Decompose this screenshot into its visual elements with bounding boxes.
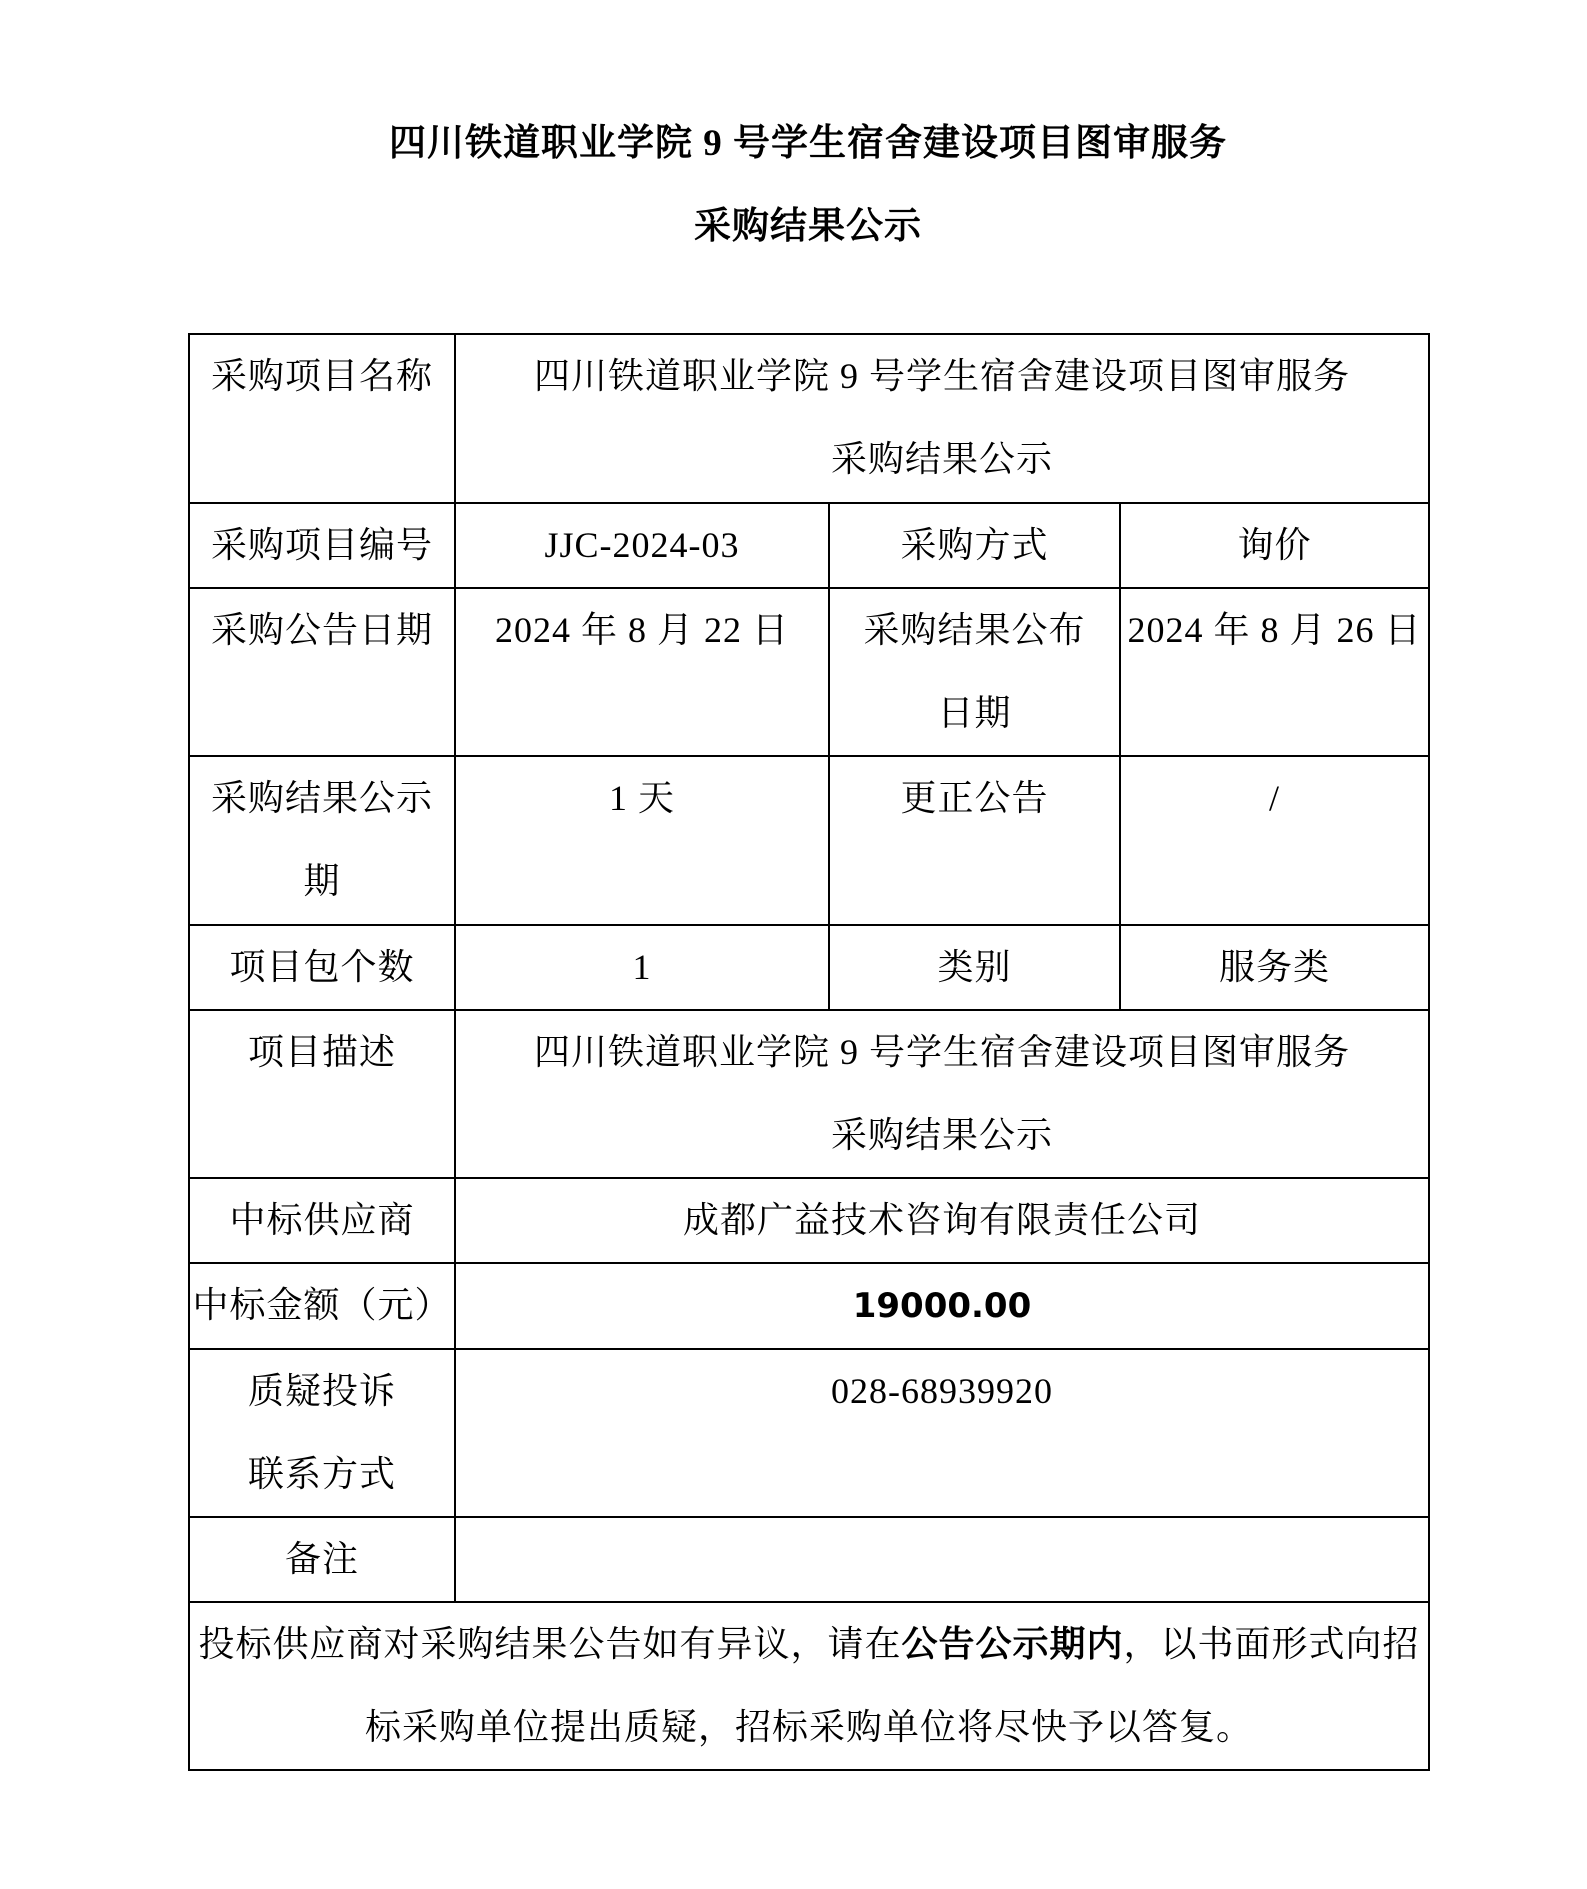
complaint-contact-label-line2: 联系方式 <box>247 1454 396 1494</box>
procurement-result-table <box>188 333 1430 1771</box>
project-description-value-line2: 采购结果公示 <box>830 1115 1053 1155</box>
row-winning-supplier <box>189 1178 1429 1263</box>
row-remarks <box>189 1517 1429 1602</box>
project-number-label-cell: 采购项目编号 <box>189 503 455 588</box>
correction-notice-label-cell: 更正公告 <box>829 756 1120 925</box>
row-announcement-date <box>189 588 1429 756</box>
result-publish-date-label-line2: 日期 <box>937 693 1012 733</box>
result-publicity-period-label-line2: 期 <box>303 861 341 901</box>
footer-note-text-after: ，以书面形式向招标采购单位提出质疑，招标采购单位将尽快予以答复。 <box>364 1624 1420 1747</box>
row-footer-note <box>189 1602 1429 1770</box>
document-title <box>188 102 1428 268</box>
category-label-cell: 类别 <box>829 925 1120 1010</box>
complaint-contact-value-cell: 028-68939920 <box>455 1349 1429 1517</box>
winning-supplier-value-cell: 成都广益技术咨询有限责任公司 <box>455 1178 1429 1263</box>
result-publicity-period-label-cell <box>189 756 455 925</box>
row-winning-amount <box>189 1263 1429 1349</box>
row-package-count <box>189 925 1429 1010</box>
row-project-number <box>189 503 1429 588</box>
winning-amount-label-cell: 中标金额（元） <box>189 1263 455 1349</box>
procurement-method-value-cell: 询价 <box>1120 503 1429 588</box>
procurement-method-label-cell: 采购方式 <box>829 503 1120 588</box>
document-title-line1: 四川铁道职业学院 9 号学生宿舍建设项目图审服务 <box>389 123 1227 164</box>
project-name-value-line2: 采购结果公示 <box>830 439 1053 479</box>
package-count-value-cell: 1 <box>455 925 829 1010</box>
footer-note-text-before: 投标供应商对采购结果公告如有异议，请在 <box>198 1624 902 1664</box>
result-publish-date-label-line1: 采购结果公布 <box>863 610 1086 650</box>
project-description-value-cell <box>455 1010 1429 1178</box>
row-project-description <box>189 1010 1429 1178</box>
footer-note-cell <box>189 1602 1429 1770</box>
project-description-label-cell: 项目描述 <box>189 1010 455 1178</box>
result-publish-date-label-cell <box>829 588 1120 756</box>
winning-amount-value: 19000.00 <box>852 1286 1032 1326</box>
package-count-label-cell: 项目包个数 <box>189 925 455 1010</box>
result-publicity-period-label-line1: 采购结果公示 <box>210 778 433 818</box>
row-result-publicity-period <box>189 756 1429 925</box>
announcement-date-value-cell: 2024 年 8 月 22 日 <box>455 588 829 756</box>
result-publish-date-value-cell: 2024 年 8 月 26 日 <box>1120 588 1429 756</box>
project-name-value-cell <box>455 334 1429 503</box>
project-name-label-cell: 采购项目名称 <box>189 334 455 503</box>
announcement-date-label-cell: 采购公告日期 <box>189 588 455 756</box>
result-publicity-period-value-cell: 1 天 <box>455 756 829 925</box>
row-project-name <box>189 334 1429 503</box>
document-title-line2: 采购结果公示 <box>694 206 922 247</box>
winning-amount-value-cell <box>455 1263 1429 1349</box>
correction-notice-value-cell: / <box>1120 756 1429 925</box>
footer-note-bold-text: 公告公示期内 <box>901 1624 1124 1664</box>
remarks-value-cell <box>455 1517 1429 1602</box>
project-description-value-line1: 四川铁道职业学院 9 号学生宿舍建设项目图审服务 <box>533 1032 1350 1072</box>
complaint-contact-label-cell <box>189 1349 455 1517</box>
row-complaint-contact <box>189 1349 1429 1517</box>
project-number-value-cell: JJC-2024-03 <box>455 503 829 588</box>
project-name-value-line1: 四川铁道职业学院 9 号学生宿舍建设项目图审服务 <box>533 356 1350 396</box>
complaint-contact-label-line1: 质疑投诉 <box>247 1371 396 1411</box>
winning-supplier-label-cell: 中标供应商 <box>189 1178 455 1263</box>
category-value-cell: 服务类 <box>1120 925 1429 1010</box>
remarks-label-cell: 备注 <box>189 1517 455 1602</box>
